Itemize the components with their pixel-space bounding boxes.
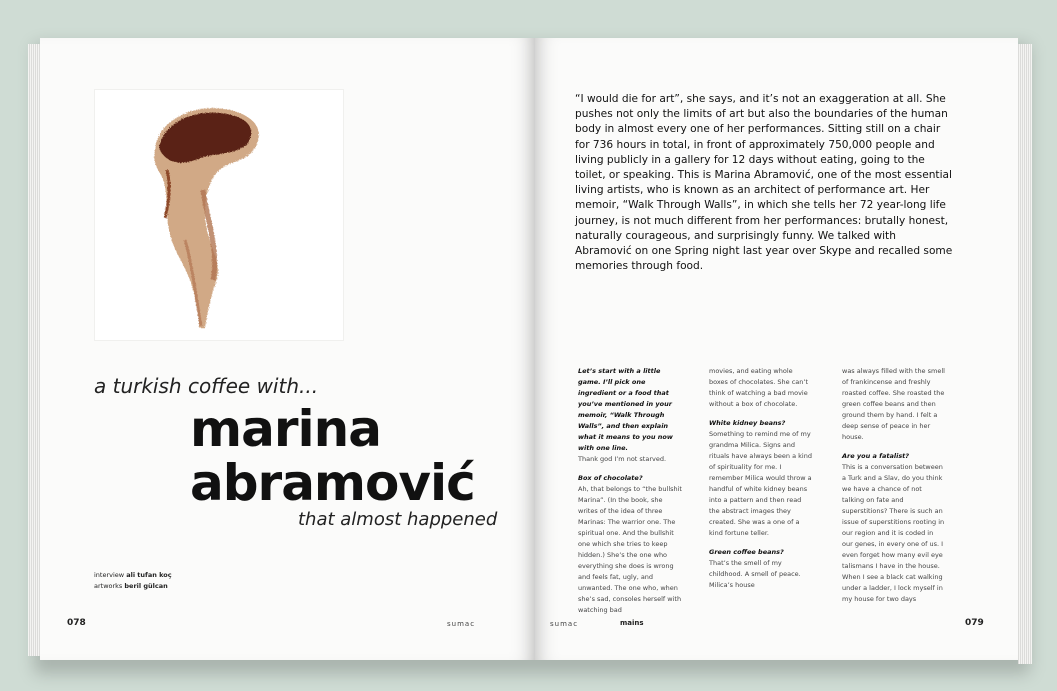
question: Let’s start with a little game. I’ll pick one ingredient or a food that you’ve mentioned in your memoir, “Walk Through Walls”, and then explain what it means to you now with one line. [578,367,673,452]
question: White kidney beans? [709,419,786,427]
article-kicker: a turkish coffee with... [94,374,319,398]
text-column-1 [578,366,682,624]
artwork-figure [95,90,343,340]
text-column-2 [709,366,813,599]
question: Are you a fatalist? [842,452,910,460]
interview-label: interview [94,571,125,579]
answer: movies, and eating whole boxes of chocolates. She can’t think of watching a bad movie without a box of chocolate. [709,367,809,408]
credits [94,570,172,592]
answer: Something to remind me of my grandma Milica. Signs and rituals have always been a kind of spirituality for me. I remember Milica would throw a handful of white kidney beans into a pattern and then read the abstract images they created. She was a one of a kind fortune teller. [709,430,812,537]
artworks-credit [94,581,172,592]
interview-name: ali tufan koç [126,571,172,579]
answer: Ah, that belongs to “the bullshit Marina”. (In the book, she writes of the idea of three Marinas: The warrior one. The spiritual one. And the bullshit one which she tries to keep hidden.) She’s the one who everything she does is wrong and feels fat, ugly, and unwanted. The one who, when she’s sad, consoles herself with watching bad [578,485,682,614]
text-column-3 [842,366,946,613]
magazine-name-right: sumac [550,620,579,628]
artwork-image [95,90,343,340]
artworks-name: beril gülcan [124,582,168,590]
question: Box of chocolate? [578,474,643,482]
page-edges-left [28,44,40,656]
article-title-first-name: marina [190,400,381,458]
question: Green coffee beans? [709,548,784,556]
article-subtitle: that almost happened [298,509,498,530]
artworks-label: artworks [94,582,123,590]
magazine-name-left: sumac [447,620,476,628]
article-title-last-name: abramović [190,454,475,512]
intro-paragraph: “I would die for art”, she says, and it’s not an exaggeration at all. She pushes not only the limits of art but also the boundaries of the human body in almost every one of her performances. Sitting still on a chair for 736 hours in total, in front of approximately 750,000 people and living publicly in a gallery for 12 days without eating, going to the toilet, or speaking. This is Marina Abramović, one of the most essential living artists, who is known as an architect of performance art. Her memoir, “Walk Through Walls”, in which she tells her 72 year-long life journey, is not much different from her performances: brutally honest, naturally courageous, and surprisingly funny. We talked with Abramović on one Spring night last year over Skype and recalled some memories through food. [575,93,953,273]
page-number-left: 078 [67,618,86,628]
left-page [40,38,535,660]
interview-credit [94,570,172,581]
page-number-right: 079 [965,618,984,628]
answer: was always filled with the smell of frankincense and freshly roasted coffee. She roasted the green coffee beans and then ground them by hand. I felt a deep sense of peace in her house. [842,367,945,441]
right-page [535,38,1018,660]
page-edges-right [1018,44,1032,664]
section-name: mains [620,619,644,627]
answer: That’s the smell of my childhood. A smell of peace. Milica’s house [709,559,801,589]
answer: Thank god I’m not starved. [578,455,667,463]
answer: This is a conversation between a Turk and a Slav, do you think we have a chance of not talking on fate and superstitions? There is such an issue of superstitions rooting in our region and it is coded in our genes, in every one of us. I even forget how many evil eye talismans I have in the house. When I see a black cat walking under a ladder, I lock myself in my house for two days [842,463,945,603]
